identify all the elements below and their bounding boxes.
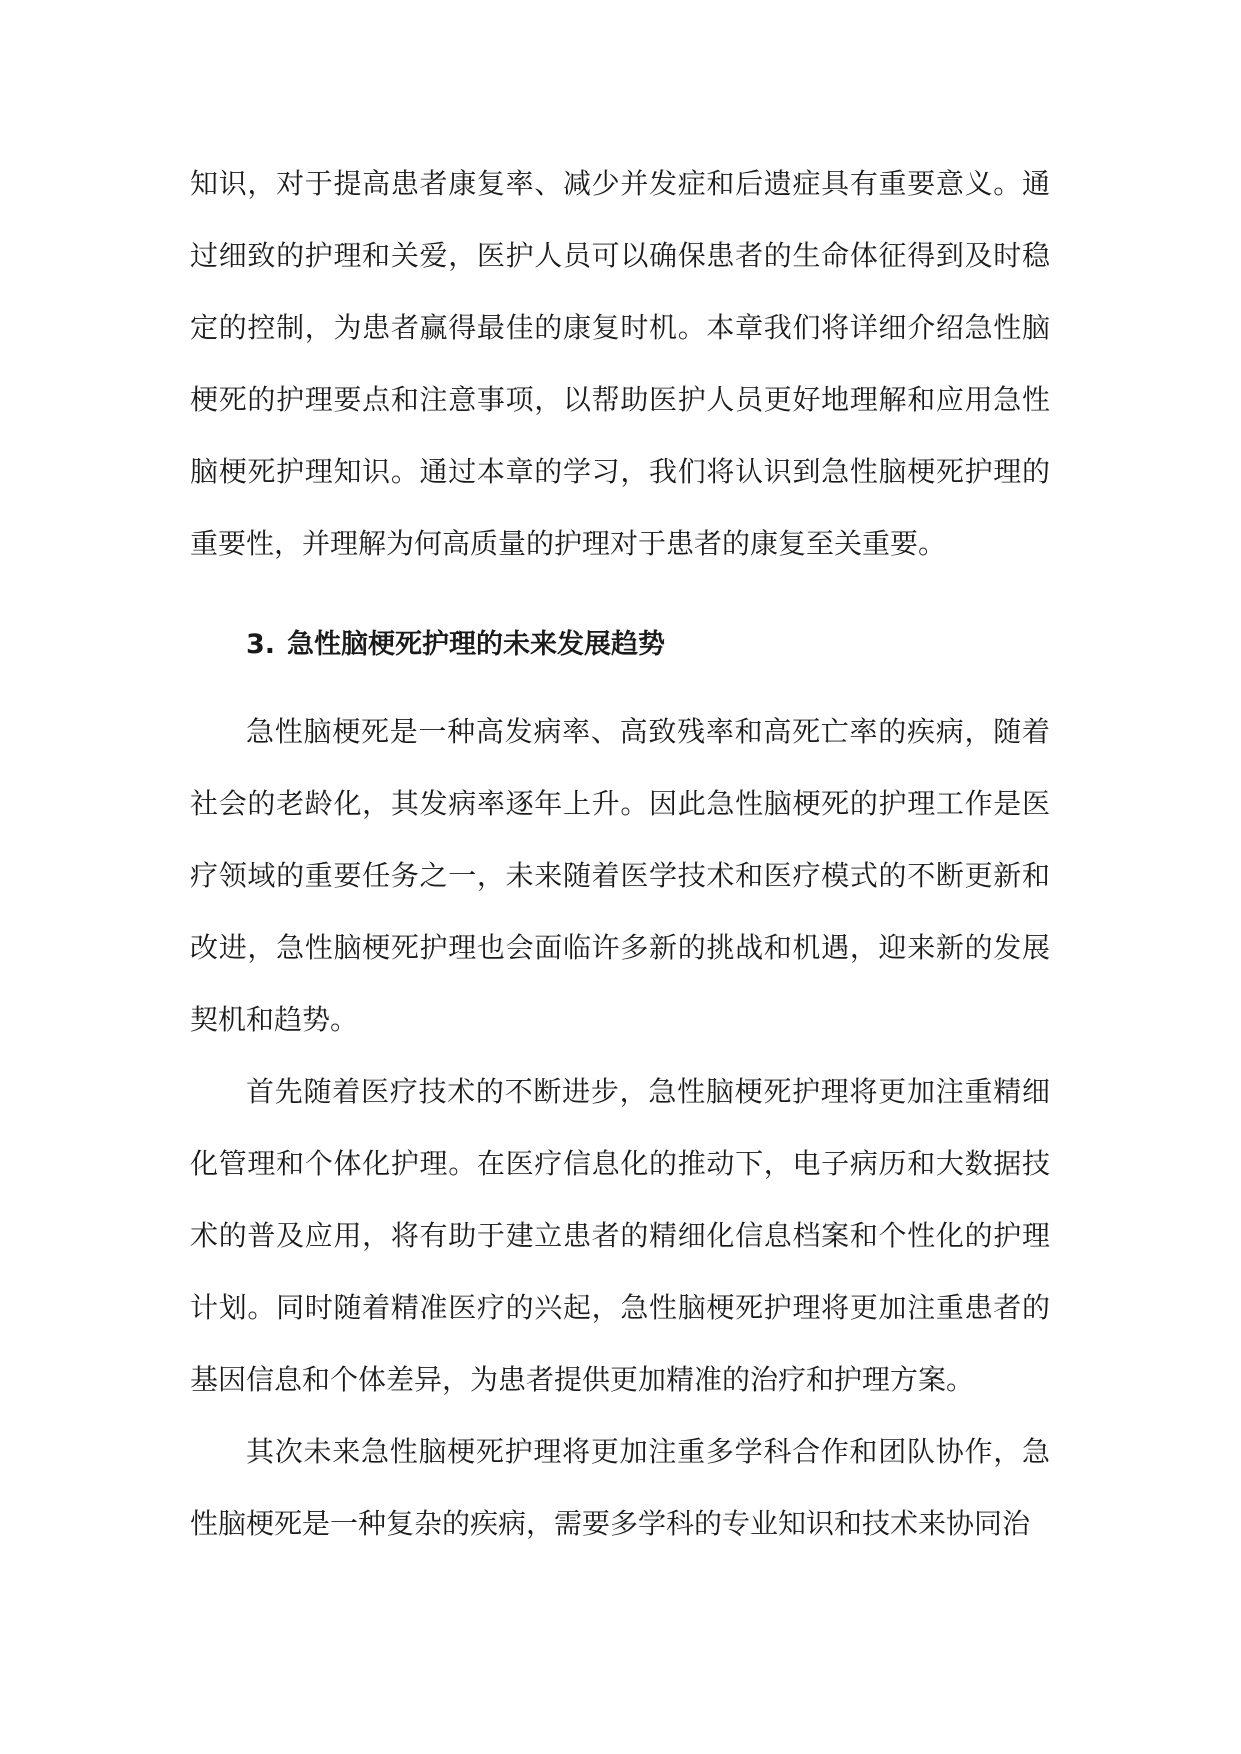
section-number: 3. [246,629,276,660]
paragraph-1: 急性脑梗死是一种高发病率、高致残率和高死亡率的疾病，随着社会的老龄化，其发病率逐年上升。因此急性脑梗死的护理工作是医疗领域的重要任务之一，未来随着医学技术和医疗模式的不断更新和改进，急性脑梗死护理也会面临许多新的挑战和机遇，迎来新的发展契机和趋势。 [190,715,1050,1036]
paragraph-3: 其次未来急性脑梗死护理将更加注重多学科合作和团队协作，急性脑梗死是一种复杂的疾病，需要多学科的专业知识和技术来协同治 [190,1435,1050,1540]
document-body [190,148,1050,1560]
section-heading [190,609,1050,681]
section-title: 急性脑梗死护理的未来发展趋势 [287,629,666,660]
paragraph-continuation: 知识，对于提高患者康复率、减少并发症和后遗症具有重要意义。通过细致的护理和关爱，医护人员可以确保患者的生命体征得到及时稳定的控制，为患者赢得最佳的康复时机。本章我们将详细介绍急性脑梗死的护理要点和注意事项，以帮助医护人员更好地理解和应用急性脑梗死护理知识。通过本章的学习，我们将认识到急性脑梗死护理的重要性，并理解为何高质量的护理对于患者的康复至关重要。 [190,167,1050,560]
paragraph-2: 首先随着医疗技术的不断进步，急性脑梗死护理将更加注重精细化管理和个体化护理。在医疗信息化的推动下，电子病历和大数据技术的普及应用，将有助于建立患者的精细化信息档案和个性化的护理计划。同时随着精准医疗的兴起，急性脑梗死护理将更加注重患者的基因信息和个体差异，为患者提供更加精准的治疗和护理方案。 [190,1075,1050,1396]
